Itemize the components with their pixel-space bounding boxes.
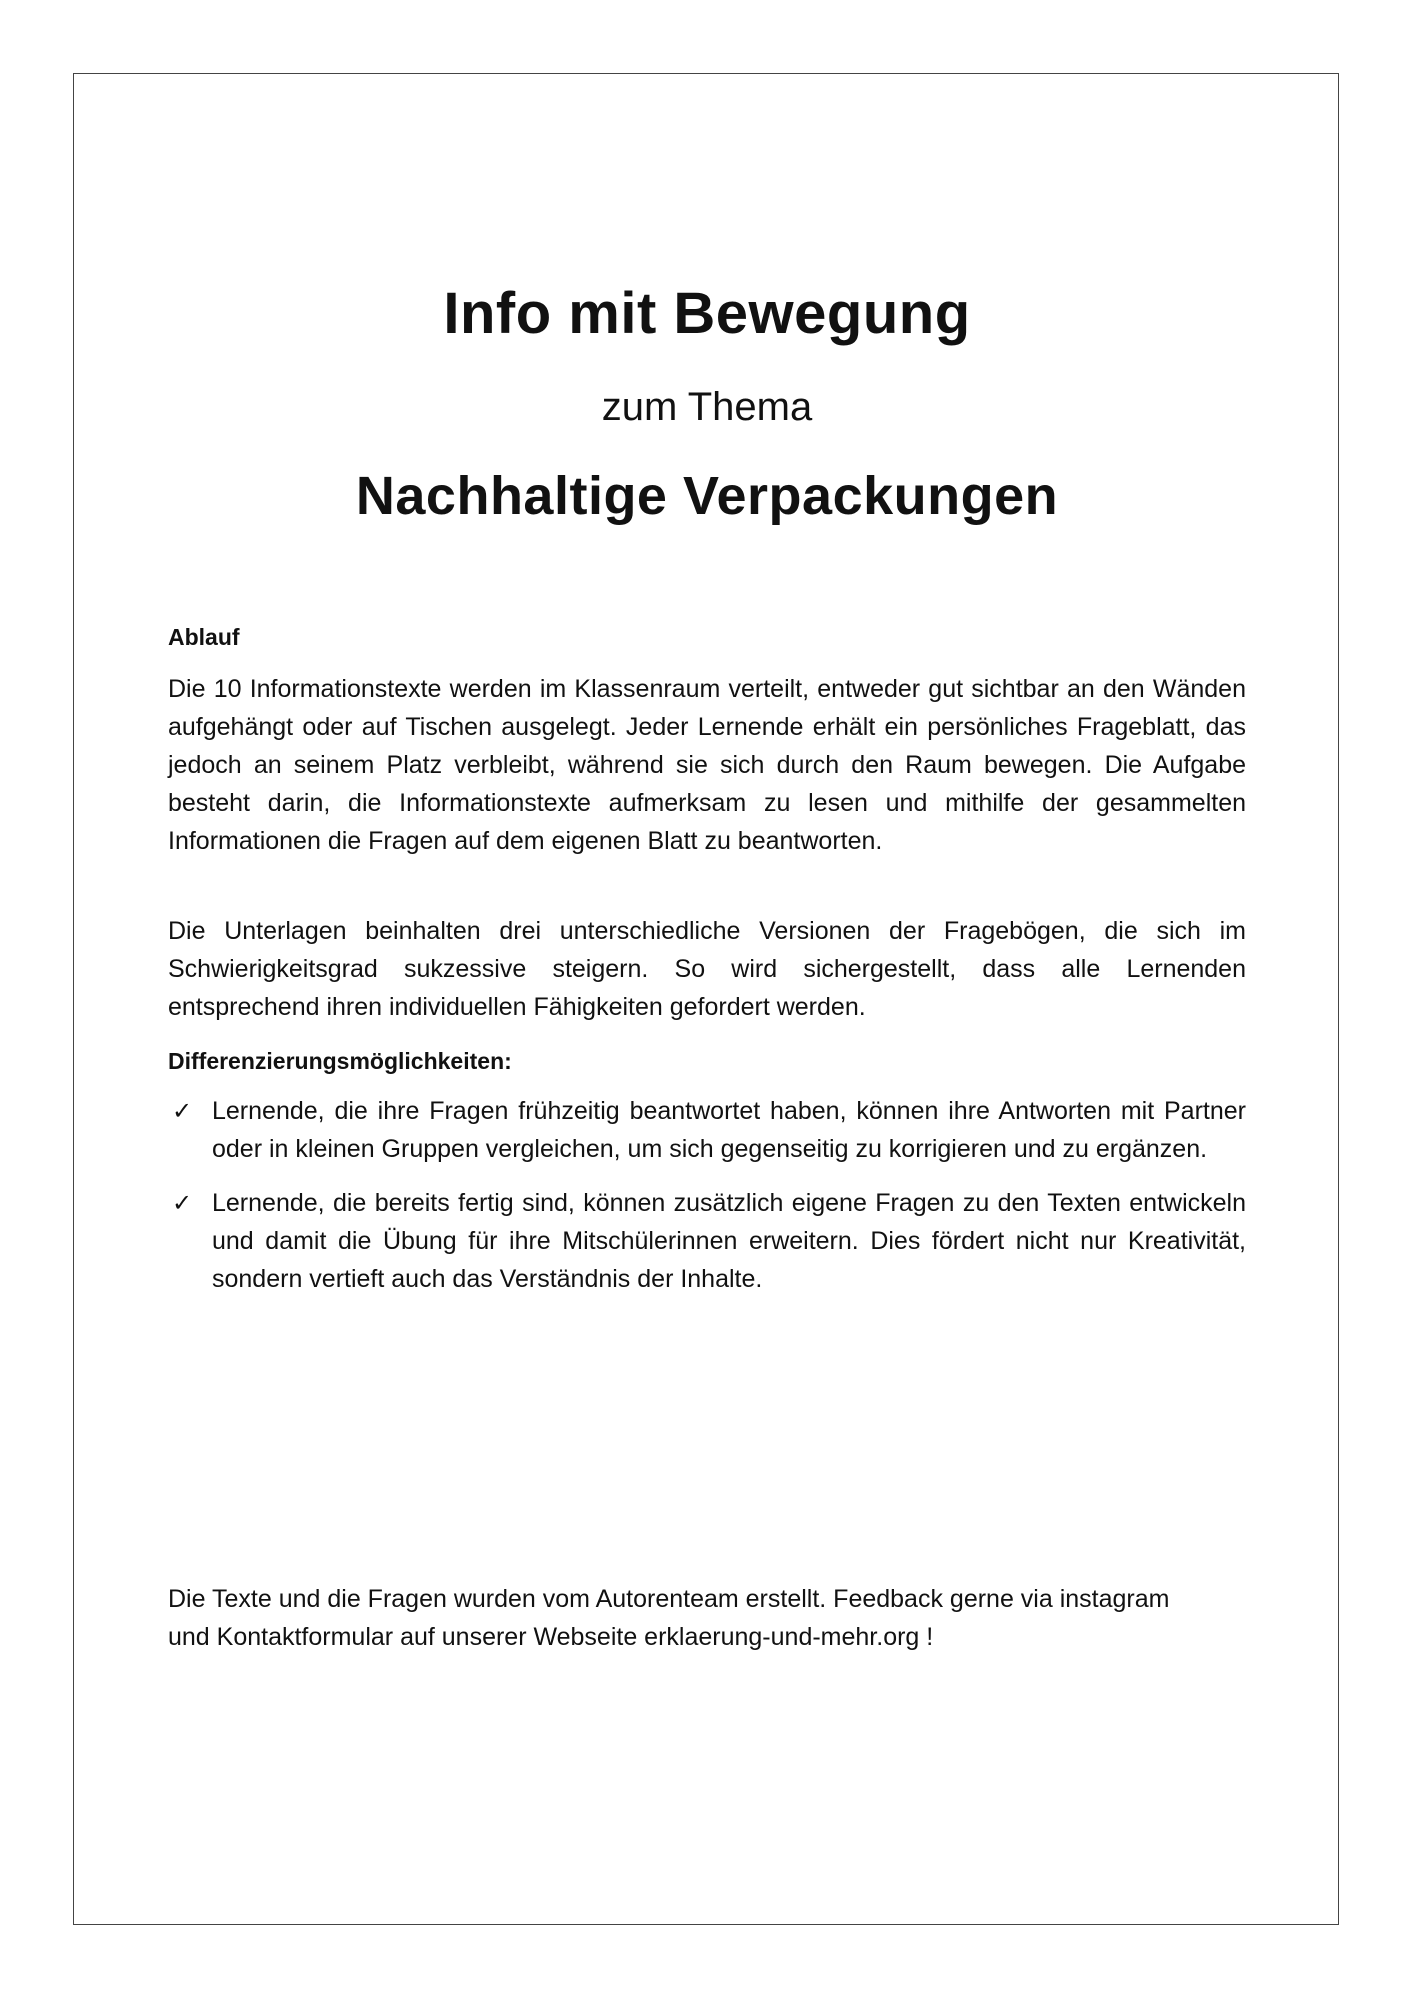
page-subtitle: zum Thema — [601, 385, 813, 429]
ablauf-paragraph-1-container — [168, 670, 1246, 860]
checkmark-icon: ✓ — [172, 1097, 193, 1125]
ablauf-section — [168, 618, 1246, 656]
checkmark-icon: ✓ — [172, 1189, 193, 1217]
ablauf-paragraph-2: Die Unterlagen beinhalten drei unterschiedliche Versionen der Fragebögen, die sich im Schwierigkeitsgrad sukzessive steigern. So wird sichergestellt, dass alle Lernenden entsprechend ihren individuellen Fähigkeiten gefordert werden. — [168, 917, 1246, 1021]
footer-note: Die Texte und die Fragen wurden vom Autorenteam erstellt. Feedback gerne via instagram und Kontaktformular auf unserer Webseite erklaerung-und-mehr.org ! — [168, 1585, 1170, 1651]
list-item — [168, 1184, 1246, 1298]
differenzierung-heading: Differenzierungsmöglichkeiten: — [168, 1048, 512, 1074]
list-item — [168, 1092, 1246, 1168]
topic-title: Nachhaltige Verpackungen — [355, 466, 1059, 526]
ablauf-paragraph-2-container — [168, 912, 1246, 1026]
differenzierung-section — [168, 1042, 1246, 1080]
footer-note-container — [168, 1580, 1218, 1656]
ablauf-paragraph-1: Die 10 Informationstexte werden im Klassenraum verteilt, entweder gut sichtbar an den Wänden aufgehängt oder auf Tischen ausgelegt. Jeder Lernende erhält ein persönliches Frageblatt, das jedoch an seinem Platz verbleibt, während sie sich durch den Raum bewegen. Die Aufgabe besteht darin, die Informationstexte aufmerksam zu lesen und mithilfe der gesammelten Informationen die Fragen auf dem eigenen Blatt zu beantworten. — [168, 675, 1246, 855]
page-title: Info mit Bewegung — [443, 281, 971, 346]
list-item-text: Lernende, die ihre Fragen frühzeitig beantwortet haben, können ihre Antworten mit Partner oder in kleinen Gruppen vergleichen, um sich gegenseitig zu korrigieren und zu ergänzen. — [212, 1097, 1246, 1163]
differenzierung-list — [168, 1092, 1246, 1314]
ablauf-heading: Ablauf — [168, 624, 240, 650]
list-item-text: Lernende, die bereits fertig sind, können zusätzlich eigene Fragen zu den Texten entwickeln und damit die Übung für ihre Mitschülerinnen erweitern. Dies fördert nicht nur Kreativität, sondern vertieft auch das Verständnis der Inhalte. — [212, 1189, 1246, 1293]
